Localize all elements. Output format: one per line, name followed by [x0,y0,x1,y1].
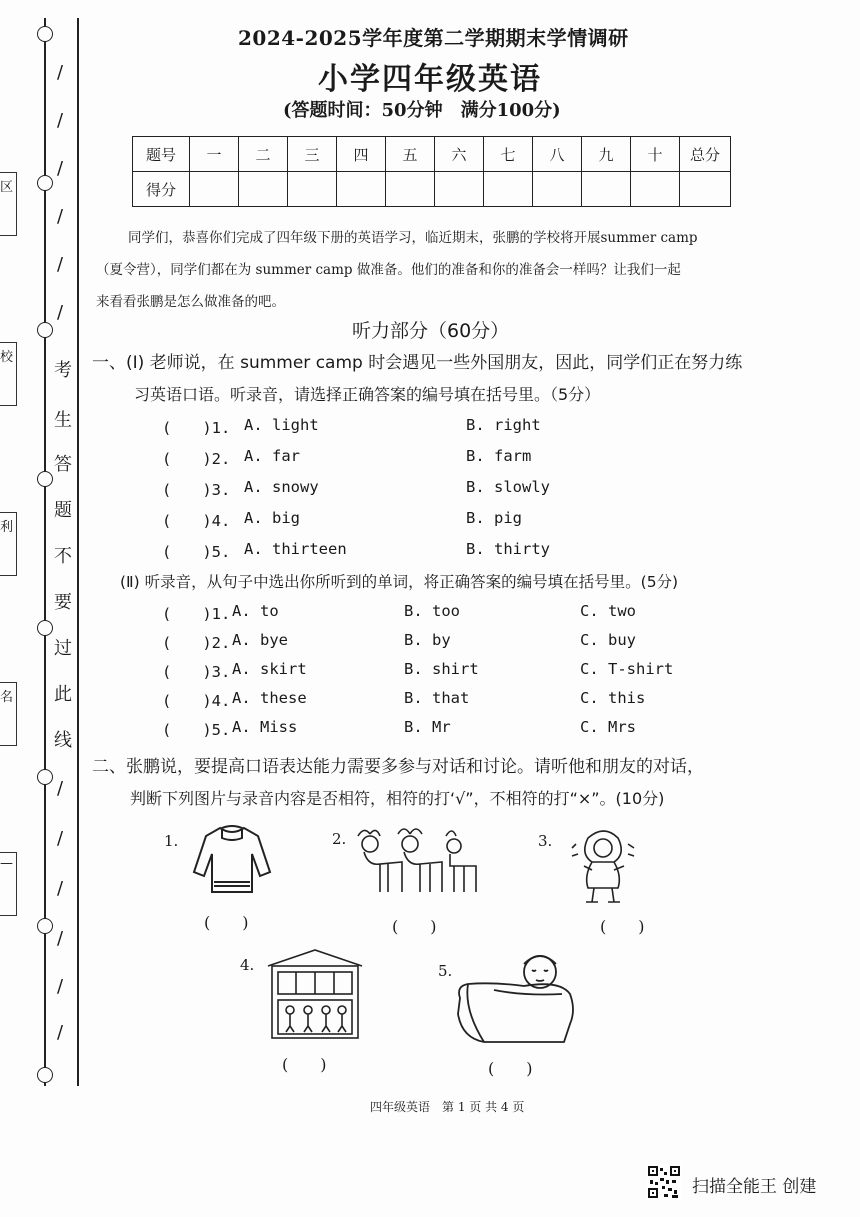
vertical-char: 考 [54,360,72,381]
score-input-cell[interactable] [533,172,582,207]
binding-hole [37,175,53,191]
binding-hole [37,918,53,934]
table-cell: 题号 [133,137,190,172]
listening-heading: 听力部分（60分） [352,320,510,342]
option-b: B. that [404,689,470,707]
answer-bracket[interactable]: ( ) [282,1055,327,1074]
binding-slash: / [57,976,64,997]
table-cell: 七 [484,137,533,172]
option-c: C. buy [580,631,636,649]
option-b: B. by [404,631,451,649]
table-cell: 一 [190,137,239,172]
binding-slash: / [57,110,64,131]
score-input-cell[interactable] [582,172,631,207]
binding-hole [37,620,53,636]
score-table [132,136,731,207]
table-cell: 二 [239,137,288,172]
option-a: A. light [244,416,319,434]
answer-bracket[interactable]: ( )2. [162,450,231,468]
binding-slash: / [57,62,64,83]
sleeping-child-icon [454,950,578,1046]
option-c: C. two [580,602,636,620]
binding-slash: / [57,928,64,949]
exam-subtitle: (答题时间：50分钟 满分100分) [283,100,561,121]
vertical-char: 不 [54,546,72,567]
table-cell: 八 [533,137,582,172]
option-b: B. Mr [404,718,451,736]
table-cell: 四 [337,137,386,172]
score-input-cell[interactable] [239,172,288,207]
score-input-cell[interactable] [288,172,337,207]
intro-line: 同学们，恭喜你们完成了四年级下册的英语学习，临近期末，张鹏的学校将开展summer camp [128,230,698,246]
answer-bracket[interactable]: ( )3. [162,663,231,681]
answer-bracket[interactable]: ( )4. [162,692,231,710]
sweater-icon [192,822,272,898]
option-a: A. skirt [232,660,307,678]
answer-bracket[interactable]: ( )2. [162,634,231,652]
option-c: C. T-shirt [580,660,674,678]
answer-bracket[interactable]: ( ) [600,917,645,936]
option-a: A. bye [232,631,288,649]
answer-bracket[interactable]: ( ) [204,913,249,932]
strip-label-5: — [0,856,13,871]
binding-slash: / [57,206,64,227]
qr-code-icon [646,1164,682,1200]
goats-icon [350,826,482,900]
section2-intro: 二、张鹏说，要提高口语表达能力需要多参与对话和讨论。请听他和朋友的对话， [92,757,704,777]
option-b: B. too [404,602,460,620]
score-input-cell[interactable] [435,172,484,207]
answer-bracket[interactable]: ( )4. [162,512,231,530]
vertical-char: 此 [54,684,72,705]
answer-bracket[interactable]: ( ) [488,1059,533,1078]
option-a: A. thirteen [244,540,347,558]
option-a: A. snowy [244,478,319,496]
strip-label-2: 校 [0,350,14,365]
table-cell: 五 [386,137,435,172]
score-input-cell[interactable] [680,172,731,207]
option-c: C. this [580,689,646,707]
binding-hole [37,471,53,487]
strip-label-1: 区 [0,180,14,195]
page-footer: 四年级英语 第 1 页 共 4 页 [370,1100,525,1114]
binding-slash: / [57,778,64,799]
binding-slash: / [57,158,64,179]
table-cell: 总分 [680,137,731,172]
picture-number: 4. [240,956,255,974]
binding-slash: / [57,254,64,275]
option-a: A. to [232,602,279,620]
table-cell: 六 [435,137,484,172]
picture-number: 3. [538,832,553,850]
option-b: B. shirt [404,660,479,678]
score-table-header-row [133,137,731,172]
section1-intro: 习英语口语。听录音，请选择正确答案的编号填在括号里。（5分） [134,385,601,404]
table-cell: 得分 [133,172,190,207]
score-input-cell[interactable] [631,172,680,207]
intro-line: （夏令营），同学们都在为 summer camp 做准备。他们的准备和你的准备会一样吗？让我们一起 [96,262,681,278]
binding-slash: / [57,878,64,899]
scanner-watermark: 扫描全能王 创建 [692,1177,817,1197]
option-b: B. pig [466,509,522,527]
answer-bracket[interactable]: ( )1. [162,419,231,437]
vertical-char: 线 [54,730,72,751]
table-cell: 三 [288,137,337,172]
picture-number: 1. [164,832,179,850]
binding-hole [37,1067,53,1083]
table-cell: 九 [582,137,631,172]
score-input-cell[interactable] [337,172,386,207]
binding-hole [37,769,53,785]
cold-person-icon [570,826,636,906]
answer-bracket[interactable]: ( )1. [162,605,231,623]
picture-number: 2. [332,830,347,848]
option-a: A. Miss [232,718,298,736]
binding-slash: / [57,302,64,323]
option-a: A. big [244,509,300,527]
strip-label-4: 名 [0,690,14,705]
vertical-char: 过 [54,638,72,659]
vertical-char: 生 [54,410,72,431]
option-b: B. slowly [466,478,550,496]
intro-line: 来看看张鹏是怎么做准备的吧。 [96,294,285,310]
vertical-char: 答 [54,454,72,475]
answer-bracket[interactable]: ( )3. [162,481,231,499]
exam-year-line: 2024-2025学年度第二学期期末学情调研 [238,26,629,50]
vertical-char: 要 [54,592,72,613]
binding-slash: / [57,1022,64,1043]
option-c: C. Mrs [580,718,636,736]
picture-number: 5. [438,962,453,980]
score-table-score-row [133,172,731,207]
section2-intro: 判断下列图片与录音内容是否相符，相符的打‘√”，不相符的打“×”。(10分) [130,789,665,808]
score-input-cell[interactable] [484,172,533,207]
classroom-icon [266,948,364,1042]
answer-bracket[interactable]: ( )5. [162,543,231,561]
option-a: A. these [232,689,307,707]
vertical-char: 题 [54,500,72,521]
option-b: B. farm [466,447,532,465]
binding-slash: / [57,828,64,849]
score-input-cell[interactable] [386,172,435,207]
option-b: B. right [466,416,541,434]
option-a: A. far [244,447,300,465]
strip-label-3: 利 [0,520,14,535]
score-input-cell[interactable] [190,172,239,207]
table-cell: 十 [631,137,680,172]
section1-part2-intro: (Ⅱ) 听录音，从句子中选出你所听到的单词，将正确答案的编号填在括号里。(5分) [120,573,679,591]
page-title: 小学四年级英语 [318,62,542,97]
answer-bracket[interactable]: ( ) [392,917,437,936]
binding-hole [37,26,53,42]
answer-bracket[interactable]: ( )5. [162,721,231,739]
section1-intro: 一、(Ⅰ) 老师说，在 summer camp 时会遇见一些外国朋友，因此，同学们正在努力练 [92,353,743,373]
binding-hole [37,322,53,338]
option-b: B. thirty [466,540,550,558]
